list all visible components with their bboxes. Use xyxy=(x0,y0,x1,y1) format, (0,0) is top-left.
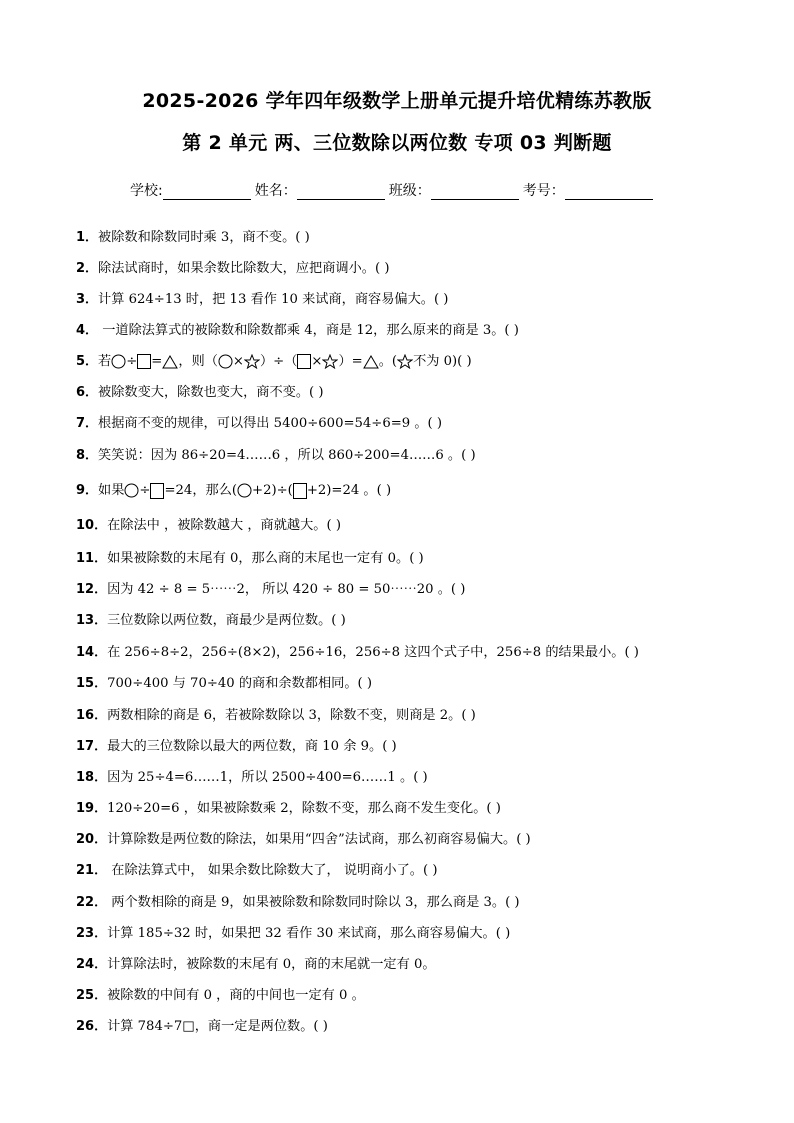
question-text: 在除法算式中， 如果余数比除数大了， 说明商小了。( ) xyxy=(107,863,438,878)
exam-number-blank[interactable] xyxy=(565,183,653,200)
circle-icon xyxy=(124,483,139,498)
question-text: 因为 25÷4=6……1，所以 2500÷400=6……1 。( ) xyxy=(107,770,428,785)
question-text: 因为 42 ÷ 8 = 5⋯⋯2， 所以 420 ÷ 80 = 50⋯⋯20 。( ) xyxy=(107,582,466,597)
question-item xyxy=(76,610,756,632)
question-item xyxy=(76,954,756,976)
question-item xyxy=(76,892,756,914)
page-subtitle: 第 2 单元 两、三位数除以两位数 专项 03 判断题 xyxy=(182,132,612,154)
question-text: 被除数的中间有 0 ，商的中间也一定有 0 。 xyxy=(107,988,365,1003)
question-text: 笑笑说：因为 86÷20=4……6 ，所以 860÷200=4……6 。( ) xyxy=(98,448,476,463)
question-number: 21． xyxy=(76,863,108,878)
question-item xyxy=(76,227,756,249)
square-icon xyxy=(293,483,307,499)
question-text: 计算除数是两位数的除法，如果用“四舍”法试商，那么初商容易偏大。( ) xyxy=(107,832,531,847)
name-label: 姓名： xyxy=(254,183,297,199)
class-label: 班级： xyxy=(388,183,431,199)
question-text: 计算 784÷7□，商一定是两位数。( ) xyxy=(107,1019,328,1034)
question-number: 12． xyxy=(76,582,108,597)
question-number: 25． xyxy=(76,988,108,1003)
question-text: 700÷400 与 70÷40 的商和余数都相同。( ) xyxy=(107,676,373,691)
question-number: 6． xyxy=(76,385,99,400)
question-item xyxy=(76,642,756,664)
question-number: 22． xyxy=(76,895,108,910)
question-text: 三位数除以两位数，商最少是两位数。( ) xyxy=(107,613,346,628)
question-number: 1． xyxy=(76,230,99,245)
question-number: 5． xyxy=(76,354,99,369)
question-item xyxy=(76,579,756,601)
question-item: 5．若 ÷ = ，则（ × ）÷（ × ）= 。( 不为 0)( ) xyxy=(76,354,472,369)
circle-icon xyxy=(111,354,126,369)
question-number: 10． xyxy=(76,518,108,533)
question-number: 15． xyxy=(76,676,108,691)
question-number: 14． xyxy=(76,645,108,660)
question-number: 20． xyxy=(76,832,108,847)
question-number: 11． xyxy=(76,551,108,566)
school-blank[interactable] xyxy=(163,183,251,200)
question-text: 在除法中 ，被除数越大 ，商就越大。( ) xyxy=(107,518,341,533)
star-icon xyxy=(322,354,338,369)
question-text: 在 256÷8÷2，256÷(8×2)，256÷16，256÷8 这四个式子中，256÷8 的结果最小。( ) xyxy=(107,645,639,660)
question-item xyxy=(76,705,756,727)
exam-number-label: 考号： xyxy=(522,183,565,199)
triangle-icon xyxy=(363,355,379,369)
question-number: 24． xyxy=(76,957,108,972)
question-number: 18． xyxy=(76,770,108,785)
question-number: 13． xyxy=(76,613,108,628)
question-item xyxy=(76,320,756,342)
question-item xyxy=(76,1016,756,1038)
question-number: 16． xyxy=(76,708,108,723)
question-item xyxy=(76,382,756,404)
question-text: 被除数变大，除数也变大，商不变。( ) xyxy=(98,385,324,400)
question-text: 一道除法算式的被除数和除数都乘 4，商是 12，那么原来的商是 3。( ) xyxy=(98,323,519,338)
question-text: 计算 624÷13 时，把 13 看作 10 来试商，商容易偏大。( ) xyxy=(98,292,449,307)
question-text: 两数相除的商是 6，若被除数除以 3，除数不变，则商是 2。( ) xyxy=(107,708,476,723)
square-icon xyxy=(297,354,311,369)
class-blank[interactable] xyxy=(431,183,519,200)
question-item xyxy=(76,860,756,882)
question-item xyxy=(76,767,756,789)
question-item xyxy=(76,985,756,1007)
question-item xyxy=(76,445,756,467)
question-number: 26． xyxy=(76,1019,108,1034)
question-number: 8． xyxy=(76,448,99,463)
question-number: 17． xyxy=(76,739,108,754)
question-number: 7． xyxy=(76,416,99,431)
question-text: 计算 185÷32 时，如果把 32 看作 30 来试商，那么商容易偏大。( ) xyxy=(107,926,511,941)
question-item xyxy=(76,798,756,820)
student-info-row xyxy=(130,180,670,200)
school-label: 学校: xyxy=(130,183,163,199)
question-item xyxy=(76,736,756,758)
question-text: 如果被除数的末尾有 0，那么商的末尾也一定有 0。( ) xyxy=(107,551,424,566)
question-item xyxy=(76,258,756,280)
name-blank[interactable] xyxy=(297,183,385,200)
question-text: 最大的三位数除以最大的两位数，商 10 余 9。( ) xyxy=(107,739,397,754)
question-text: 除法试商时，如果余数比除数大，应把商调小。( ) xyxy=(98,261,390,276)
question-item: 9．如果 ÷ =24，那么( +2)÷( +2)=24 。( ) xyxy=(76,483,392,498)
question-text: 根据商不变的规律，可以得出 5400÷600=54÷6=9 。( ) xyxy=(98,416,443,431)
question-number: 23． xyxy=(76,926,108,941)
question-number: 4． xyxy=(76,323,99,338)
circle-icon xyxy=(237,483,252,498)
question-number: 2． xyxy=(76,261,99,276)
square-icon xyxy=(137,354,151,369)
question-item xyxy=(76,829,756,851)
question-item xyxy=(76,515,756,537)
star-icon xyxy=(244,354,260,369)
question-item xyxy=(76,289,756,311)
star-icon xyxy=(397,354,413,369)
triangle-icon xyxy=(162,355,178,369)
question-text: 120÷20=6 ，如果被除数乘 2，除数不变，那么商不发生变化。( ) xyxy=(107,801,501,816)
question-item xyxy=(76,923,756,945)
question-number: 3． xyxy=(76,292,99,307)
question-number: 9． xyxy=(76,483,99,498)
question-text: 计算除法时，被除数的末尾有 0，商的末尾就一定有 0。 xyxy=(107,957,436,972)
circle-icon xyxy=(218,354,233,369)
question-text: 两个数相除的商是 9，如果被除数和除数同时除以 3，那么商是 3。( ) xyxy=(107,895,520,910)
page-title: 2025-2026 学年四年级数学上册单元提升培优精练苏教版 xyxy=(142,90,652,112)
question-item xyxy=(76,548,756,570)
question-number: 19． xyxy=(76,801,108,816)
question-item xyxy=(76,413,756,435)
question-text: 被除数和除数同时乘 3，商不变。( ) xyxy=(98,230,310,245)
square-icon xyxy=(150,483,164,499)
question-item xyxy=(76,673,756,695)
